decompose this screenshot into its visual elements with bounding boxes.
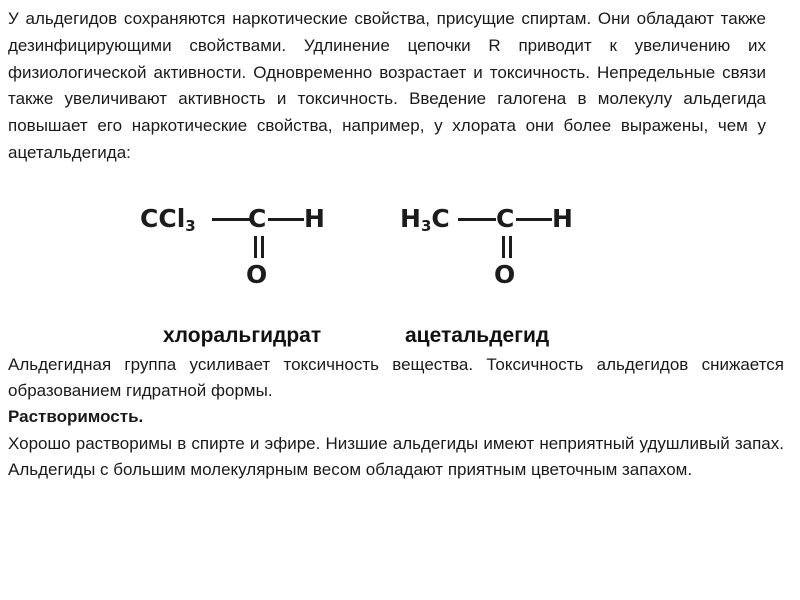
solubility-heading: Растворимость. — [8, 407, 144, 426]
chloral-subscript: 3 — [185, 217, 196, 235]
chloral-ccl3-group — [140, 206, 196, 234]
toxicity-paragraph: Альдегидная группа усиливает токсичность вещества. Токсичность альдегидов снижается образованием гидратной формы. — [8, 355, 784, 401]
acetaldehyde-h-label: H — [400, 204, 421, 233]
intro-paragraph: У альдегидов сохраняются наркотические свойства, присущие спиртам. Они обладают также дезинфицирующими свойствами. Удлинение цепочки R приводит к увеличению их физиологической активности. Одновременно возрастает и токсичность. Непредельные связи также увеличивают активность и токсичность. Введение галогена в молекулу альдегида повышает его наркотические свойства, например, у хлората они более выражены, чем у ацетальдегида: — [8, 9, 766, 162]
acetaldehyde-caption: ацетальдегид — [405, 324, 550, 347]
chloral-bond-left — [212, 218, 250, 221]
acetaldehyde-carbon: C — [496, 204, 515, 233]
chloral-bond-right — [268, 218, 304, 221]
acetaldehyde-bond-right — [516, 218, 552, 221]
chloral-oxygen: O — [246, 260, 268, 289]
acetaldehyde-bond-left — [458, 218, 496, 221]
chloral-formula — [140, 204, 340, 289]
acetaldehyde-double-bond-a — [502, 236, 505, 258]
chloral-ccl-label: CCl — [140, 204, 186, 233]
acetaldehyde-h3c-group — [400, 206, 450, 234]
solubility-paragraph: Хорошо растворимы в спирте и эфире. Низшие альдегиды имеют неприятный удушливый запах. Альдегиды с большим молекулярным весом обладают приятным цветочным запахом. — [8, 434, 784, 480]
acetaldehyde-double-bond-b — [509, 236, 512, 258]
acetaldehyde-subscript: 3 — [420, 217, 432, 235]
chloral-double-bond-b — [261, 236, 264, 258]
chloral-double-bond-a — [254, 236, 257, 258]
acetaldehyde-oxygen: O — [494, 260, 516, 289]
acetaldehyde-formula — [400, 204, 590, 289]
acetaldehyde-c-label: C — [431, 204, 450, 233]
chloral-hydrogen: H — [304, 204, 325, 233]
acetaldehyde-hydrogen: H — [552, 204, 573, 233]
chloral-carbon: C — [248, 204, 267, 233]
chloral-caption: хлоральгидрат — [163, 324, 322, 347]
